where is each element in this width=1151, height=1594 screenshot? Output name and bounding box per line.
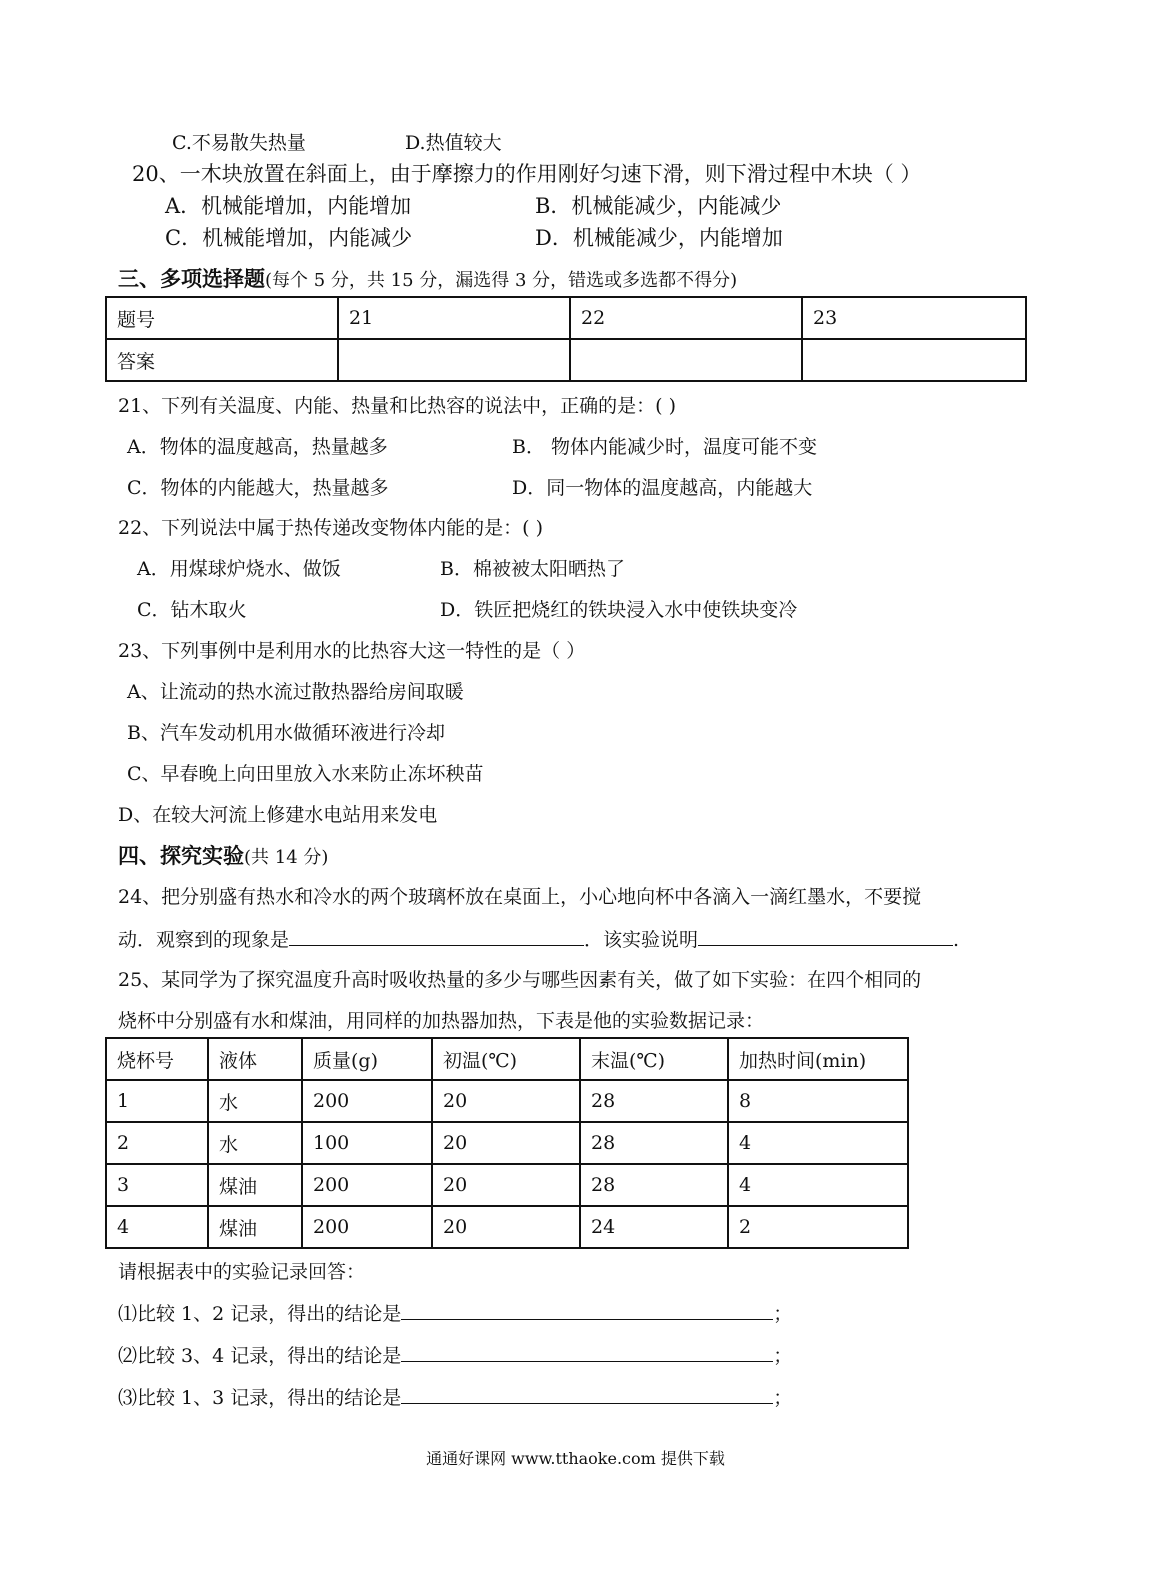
data-table-cell: 水	[208, 1122, 302, 1164]
q21-option-b: B． 物体内能减少时，温度可能不变	[512, 436, 818, 458]
q22-option-b: B．棉被被太阳晒热了	[440, 558, 625, 580]
data-table-header: 液体	[208, 1038, 302, 1080]
answer-table-cell: 题号	[106, 297, 338, 339]
data-table-cell: 20	[432, 1080, 580, 1122]
data-table-cell: 2	[106, 1122, 208, 1164]
conclusion-1-blank[interactable]	[401, 1299, 773, 1320]
data-table-header: 初温(℃)	[432, 1038, 580, 1080]
answer-table-cell: 23	[802, 297, 1026, 339]
data-table-cell: 200	[302, 1080, 432, 1122]
data-table-header-row	[106, 1038, 908, 1080]
q23-option-c: C、早春晚上向田里放入水来防止冻坏秧苗	[127, 763, 484, 785]
q21-option-c: C．物体的内能越大，热量越多	[127, 477, 389, 499]
q24-prompt-explanation: ．该实验说明	[584, 929, 699, 951]
conclusion-2-blank[interactable]	[401, 1341, 773, 1362]
q22-stem: 22、下列说法中属于热传递改变物体内能的是：( )	[118, 517, 544, 539]
section-3-title: 三、多项选择题	[118, 266, 265, 291]
data-table-cell: 20	[432, 1164, 580, 1206]
q23-stem: 23、下列事例中是利用水的比热容大这一特性的是（ ）	[118, 640, 586, 662]
conclusion-2	[118, 1341, 792, 1369]
q25-line-2: 烧杯中分别盛有水和煤油，用同样的加热器加热，下表是他的实验数据记录：	[118, 1010, 765, 1032]
section-3-note: (每个 5 分，共 15 分，漏选得 3 分，错选或多选都不得分)	[265, 270, 738, 291]
answer-table	[105, 296, 1027, 382]
q19-option-d: D.热值较大	[405, 132, 502, 154]
q24-line-1: 24、把分别盛有热水和冷水的两个玻璃杯放在桌面上，小心地向杯中各滴入一滴红墨水，不要搅	[118, 886, 922, 908]
q25-line-1: 25、某同学为了探究温度升高时吸收热量的多少与哪些因素有关，做了如下实验：在四个相同的	[118, 969, 922, 991]
answer-table-cell	[802, 339, 1026, 381]
data-table-cell: 4	[728, 1122, 908, 1164]
answer-prompt: 请根据表中的实验记录回答：	[118, 1261, 366, 1283]
q20-option-c: C．机械能增加，内能减少	[165, 226, 413, 250]
data-table-cell: 200	[302, 1206, 432, 1248]
q23-option-d: D、在较大河流上修建水电站用来发电	[118, 804, 438, 826]
data-table-header: 加热时间(min)	[728, 1038, 908, 1080]
answer-table-cell: 22	[570, 297, 802, 339]
data-table-header: 烧杯号	[106, 1038, 208, 1080]
conclusion-3-blank[interactable]	[401, 1383, 773, 1404]
q24-end-period: .	[953, 929, 960, 951]
answer-table-cell	[570, 339, 802, 381]
data-table-cell: 100	[302, 1122, 432, 1164]
answer-table-cell	[338, 339, 570, 381]
conclusion-2-end: ；	[773, 1345, 793, 1367]
q24-observation-blank[interactable]	[289, 925, 584, 946]
q23-option-b: B、汽车发动机用水做循环液进行冷却	[127, 722, 445, 744]
q21-option-a: A．物体的温度越高，热量越多	[127, 436, 388, 458]
section-3-heading	[118, 266, 737, 294]
data-table-cell: 水	[208, 1080, 302, 1122]
q22-option-c: C．钻木取火	[137, 599, 247, 621]
data-table-cell: 3	[106, 1164, 208, 1206]
q23-option-a: A、让流动的热水流过散热器给房间取暖	[127, 681, 464, 703]
answer-table-header-row	[106, 297, 1026, 339]
experiment-data-table	[105, 1037, 909, 1249]
data-table-cell: 8	[728, 1080, 908, 1122]
q21-option-d: D．同一物体的温度越高，内能越大	[512, 477, 813, 499]
section-4-note: (共 14 分)	[244, 847, 329, 868]
answer-table-cell: 答案	[106, 339, 338, 381]
data-table-cell: 2	[728, 1206, 908, 1248]
q21-stem: 21、下列有关温度、内能、热量和比热容的说法中，正确的是：( )	[118, 395, 677, 417]
q19-option-c: C.不易散失热量	[172, 132, 306, 154]
conclusion-1	[118, 1299, 792, 1327]
q24-prompt-observation: 动．观察到的现象是	[118, 929, 290, 951]
section-4-title: 四、探究实验	[118, 843, 244, 868]
data-table-header: 质量(g)	[302, 1038, 432, 1080]
data-table-cell: 28	[580, 1122, 728, 1164]
data-table-cell: 20	[432, 1206, 580, 1248]
data-table-cell: 煤油	[208, 1206, 302, 1248]
q22-option-a: A．用煤球炉烧水、做饭	[137, 558, 341, 580]
conclusion-1-label: ⑴比较 1、2 记录，得出的结论是	[118, 1303, 402, 1325]
data-table-cell: 4	[728, 1164, 908, 1206]
data-table-cell: 28	[580, 1080, 728, 1122]
data-table-cell: 20	[432, 1122, 580, 1164]
answer-table-answer-row	[106, 339, 1026, 381]
section-4-heading	[118, 843, 328, 871]
data-table-cell: 28	[580, 1164, 728, 1206]
data-table-cell: 200	[302, 1164, 432, 1206]
q20-option-b: B．机械能减少，内能减少	[535, 194, 782, 218]
q22-option-d: D．铁匠把烧红的铁块浸入水中使铁块变冷	[440, 599, 798, 621]
conclusion-3-label: ⑶比较 1、3 记录，得出的结论是	[118, 1387, 402, 1409]
data-table-row	[106, 1080, 908, 1122]
data-table-row	[106, 1206, 908, 1248]
conclusion-3	[118, 1383, 792, 1411]
conclusion-1-end: ；	[773, 1303, 793, 1325]
q24-explanation-blank[interactable]	[698, 925, 953, 946]
q24-line-2	[118, 925, 959, 953]
data-table-row	[106, 1164, 908, 1206]
conclusion-3-end: ；	[773, 1387, 793, 1409]
data-table-cell: 煤油	[208, 1164, 302, 1206]
answer-table-cell: 21	[338, 297, 570, 339]
data-table-row	[106, 1122, 908, 1164]
conclusion-2-label: ⑵比较 3、4 记录，得出的结论是	[118, 1345, 402, 1367]
data-table-header: 末温(℃)	[580, 1038, 728, 1080]
data-table-cell: 1	[106, 1080, 208, 1122]
page-footer: 通通好课网 www.tthaoke.com 提供下载	[426, 1449, 725, 1468]
data-table-cell: 4	[106, 1206, 208, 1248]
data-table-cell: 24	[580, 1206, 728, 1248]
q20-option-d: D．机械能减少，内能增加	[535, 226, 783, 250]
q20-option-a: A．机械能增加，内能增加	[165, 194, 412, 218]
q20-stem: 20、一木块放置在斜面上，由于摩擦力的作用刚好匀速下滑，则下滑过程中木块（ ）	[132, 162, 922, 186]
